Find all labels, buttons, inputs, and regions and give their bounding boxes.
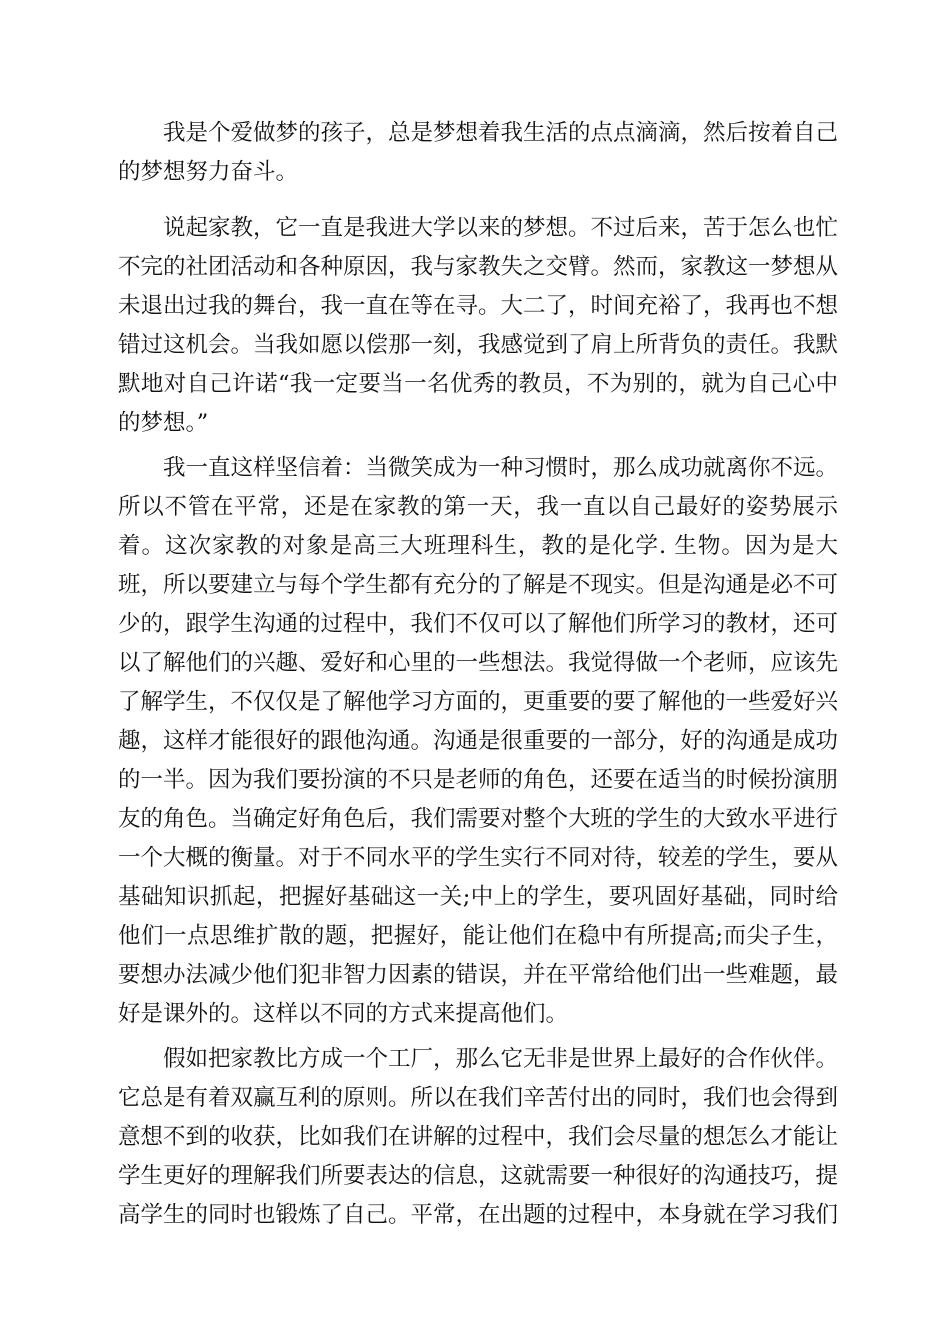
paragraph-3-line-6: 以了解他们的兴趣、爱好和心里的一些想法。我觉得做一个老师，应该先	[118, 650, 839, 676]
paragraph-3-line-13: 他们一点思维扩散的题，把握好，能让他们在稳中有所提高;而尖子生，	[118, 923, 838, 949]
paragraph-3-line-2: 所以不管在平常，还是在家教的第一天，我一直以自己最好的姿势展示	[118, 494, 838, 520]
paragraph-3-line-4: 班，所以要建立与每个学生都有充分的了解是不现实。但是沟通是必不可	[118, 572, 839, 598]
paragraph-4	[118, 1040, 838, 1235]
paragraph-2-line-2: 不完的社团活动和各种原因，我与家教失之交臂。然而，家教这一梦想从	[118, 254, 839, 280]
paragraph-2-line-3: 未退出过我的舞台，我一直在等在寻。大二了，时间充裕了，我再也不想	[118, 293, 839, 319]
paragraph-4-line-5: 高学生的同时也锻炼了自己。平常，在出题的过程中，本身就在学习我们	[118, 1202, 839, 1228]
paragraph-3-line-9: 的一半。因为我们要扮演的不只是老师的角色，还要在适当的时候扮演朋	[118, 767, 839, 793]
paragraph-4-line-1: 假如把家教比方成一个工厂，那么它无非是世界上最好的合作伙伴。	[163, 1046, 839, 1072]
paragraph-2	[118, 209, 838, 443]
paragraph-3-line-8: 趣，这样才能很好的跟他沟通。沟通是很重要的一部分，好的沟通是成功	[118, 728, 839, 754]
paragraph-3-line-7: 了解学生，不仅仅是了解他学习方面的，更重要的要了解他的一些爱好兴	[118, 689, 839, 715]
paragraph-1-line-1: 我是个爱做梦的孩子，总是梦想着我生活的点点滴滴，然后按着自己	[163, 120, 839, 146]
paragraph-4-line-2: 它总是有着双赢互利的原则。所以在我们辛苦付出的同时，我们也会得到	[118, 1085, 839, 1111]
paragraph-4-line-3: 意想不到的收获，比如我们在讲解的过程中，我们会尽量的想怎么才能让	[118, 1124, 839, 1150]
paragraph-4-line-4: 学生更好的理解我们所要表达的信息，这就需要一种很好的沟通技巧，提	[118, 1163, 839, 1189]
paragraph-2-line-1: 说起家教，它一直是我进大学以来的梦想。不过后来，苦于怎么也忙	[163, 215, 839, 241]
paragraph-3-line-15: 好是课外的。这样以不同的方式来提高他们。	[118, 1001, 569, 1027]
paragraph-3-line-5: 少的，跟学生沟通的过程中，我们不仅可以了解他们所学习的教材，还可	[118, 611, 839, 637]
paragraph-1-line-2: 的梦想努力奋斗。	[118, 159, 299, 185]
paragraph-3	[118, 449, 838, 1034]
paragraph-2-line-4: 错过这机会。当我如愿以偿那一刻，我感觉到了肩上所背负的责任。我默	[118, 332, 839, 358]
paragraph-3-line-1: 我一直这样坚信着：当微笑成为一种习惯时，那么成功就离你不远。	[163, 455, 839, 481]
paragraph-1	[118, 114, 838, 192]
paragraph-3-line-3: 着。这次家教的对象是高三大班理科生，教的是化学. 生物。因为是大	[118, 533, 838, 559]
paragraph-3-line-14: 要想办法减少他们犯非智力因素的错误，并在平常给他们出一些难题，最	[118, 962, 839, 988]
paragraph-3-line-12: 基础知识抓起，把握好基础这一关;中上的学生，要巩固好基础，同时给	[118, 884, 838, 910]
paragraph-3-line-11: 一个大概的衡量。对于不同水平的学生实行不同对待，较差的学生，要从	[118, 845, 839, 871]
paragraph-3-line-10: 友的角色。当确定好角色后，我们需要对整个大班的学生的大致水平进行	[118, 806, 839, 832]
paragraph-2-line-6: 的梦想。”	[118, 410, 209, 436]
paragraph-2-line-5: 默地对自己许诺“我一定要当一名优秀的教员，不为别的，就为自己心中	[118, 371, 838, 397]
